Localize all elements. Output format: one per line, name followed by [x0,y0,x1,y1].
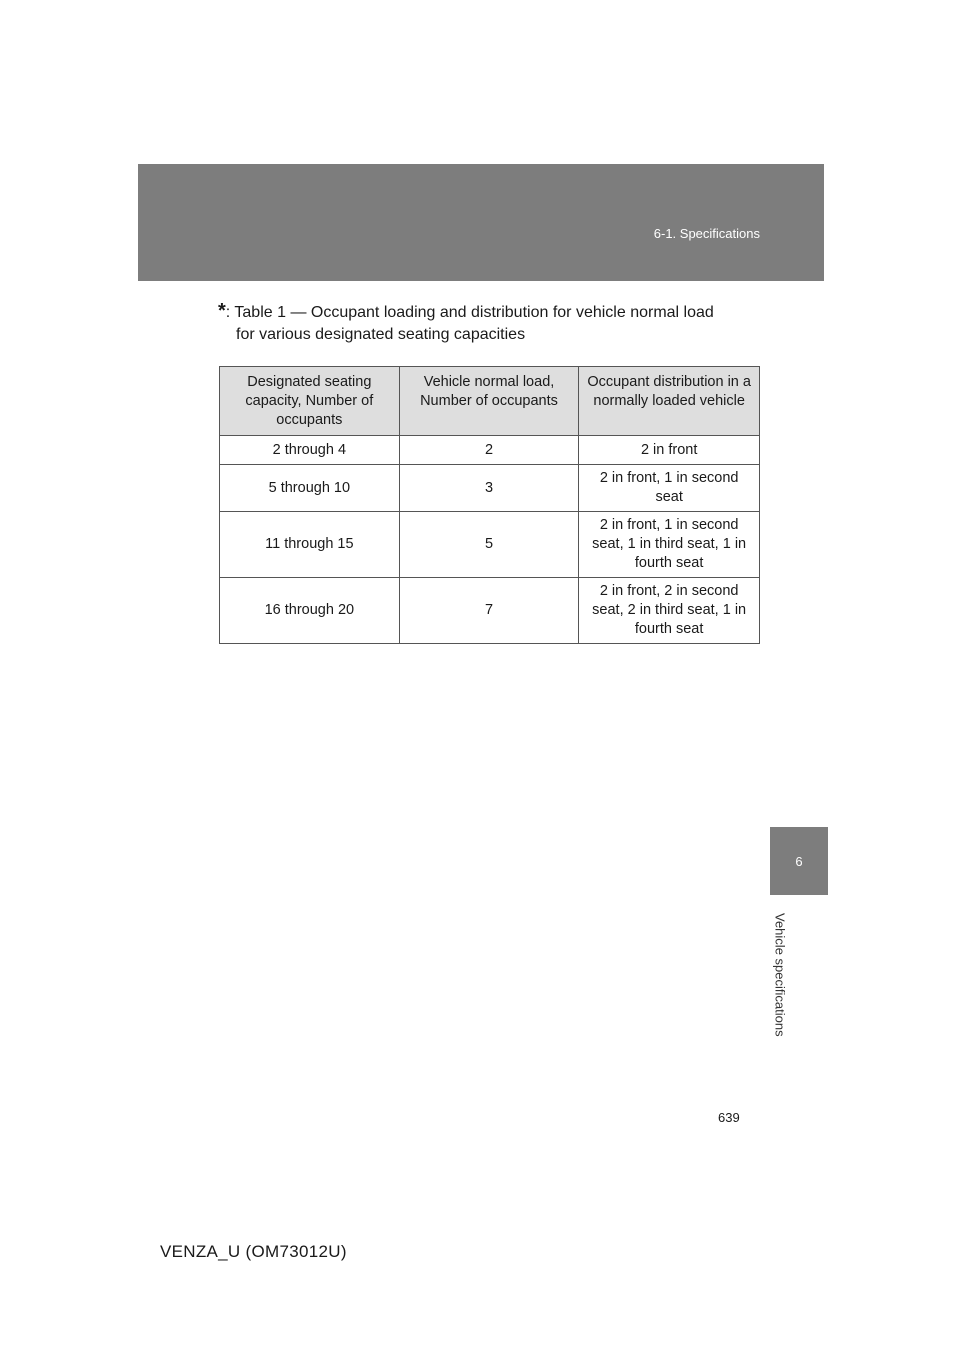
caption-line-1: : Table 1 — Occupant loading and distribution for vehicle normal load [225,304,714,321]
table-cell: 2 in front, 1 in second seat [579,465,760,512]
table-row [220,512,760,578]
table-cell: 5 [399,512,579,578]
page-number: 639 [718,1110,740,1125]
table-cell: 2 through 4 [220,436,400,465]
header-normal-load: Vehicle normal load, Number of occupants [399,367,579,436]
header-distribution: Occupant distribution in a normally loaded vehicle [579,367,760,436]
caption-line-2: for various designated seating capacities [236,326,526,343]
chapter-tab [770,827,828,895]
table-cell: 2 [399,436,579,465]
chapter-number: 6 [795,853,803,869]
table-cell: 2 in front [579,436,760,465]
table-cell: 3 [399,465,579,512]
table-cell: 2 in front, 2 in second seat, 2 in third seat, 1 in fourth seat [579,578,760,644]
table-caption [218,300,760,346]
document-code: VENZA_U (OM73012U) [160,1242,347,1261]
table-row [220,465,760,512]
header-seating-capacity: Designated seating capacity, Number of occupants [220,367,400,436]
table-row [220,578,760,644]
table-cell: 7 [399,578,579,644]
chapter-side-label [760,905,800,1045]
table-cell: 2 in front, 1 in second seat, 1 in third seat, 1 in fourth seat [579,512,760,578]
occupant-table [219,366,760,644]
table-header-row [220,367,760,436]
section-title: 6-1. Specifications [653,226,760,241]
table-cell: 5 through 10 [220,465,400,512]
table-row [220,436,760,465]
asterisk: * [218,300,226,322]
header-band [138,164,824,281]
chapter-title: Vehicle specifications [772,913,788,1037]
table-cell: 11 through 15 [220,512,400,578]
table-cell: 16 through 20 [220,578,400,644]
